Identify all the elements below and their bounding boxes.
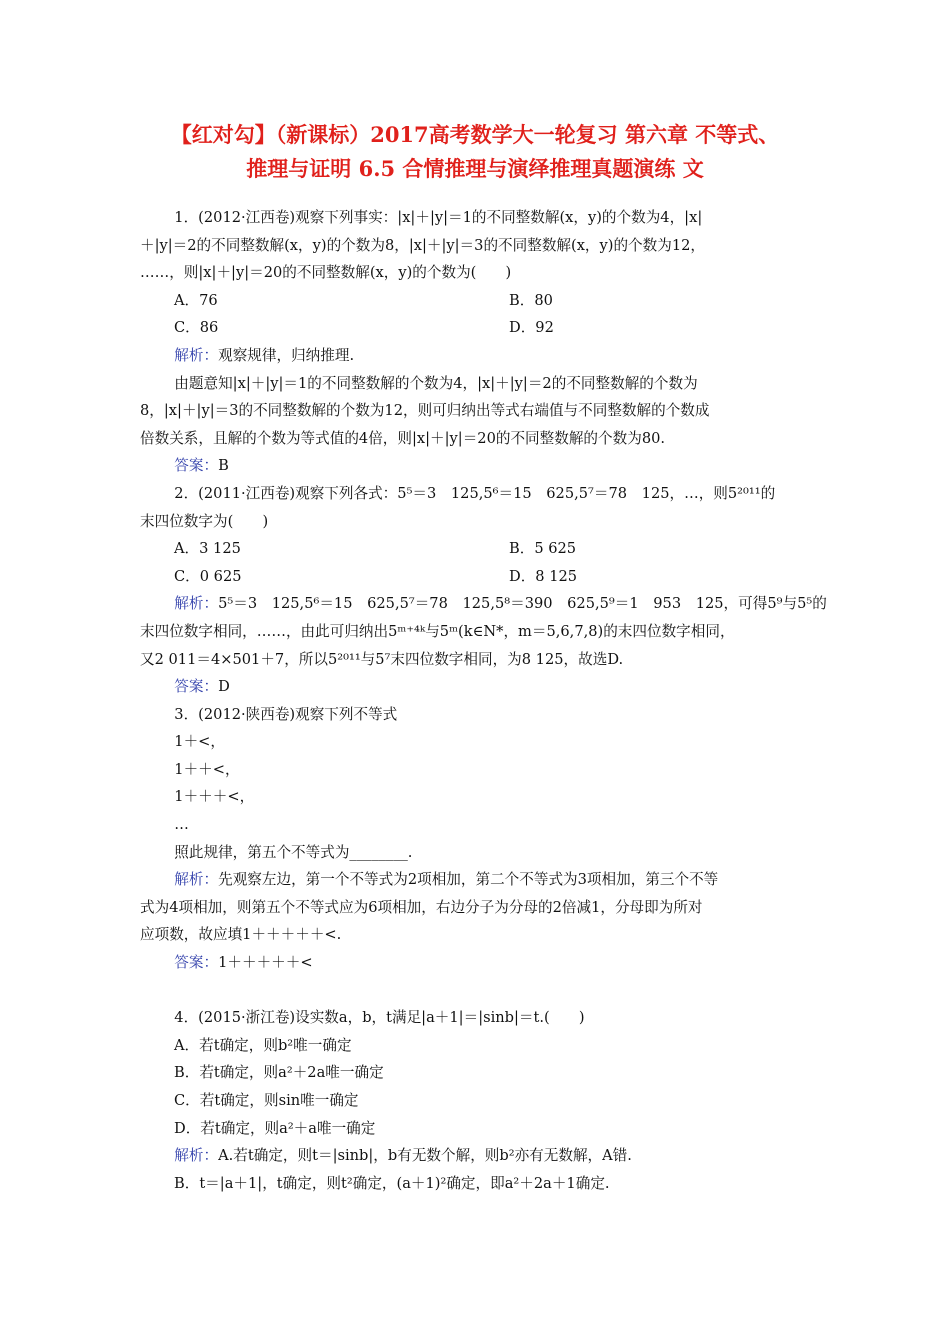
q2-answer xyxy=(140,673,816,701)
q2-option-d: D．8 125 xyxy=(509,567,578,585)
q3-stem-line-1: 3．(2012·陕西卷)观察下列不等式 xyxy=(174,705,398,723)
q2-option-c: C．0 625 xyxy=(174,567,242,585)
title-line-1: 【红对勾】（新课标）2017高考数学大一轮复习 第六章 不等式、 xyxy=(170,122,780,147)
q4-option-b: B．若t确定，则a²＋2a唯一确定 xyxy=(174,1064,384,1082)
q2-analysis-line-2: 末四位数字相同，……，由此可归纳出5ᵐ⁺⁴ᵏ与5ᵐ(k∈N*，m＝5,6,7,8)的末四位数字相同， xyxy=(140,622,735,640)
q3-inequality-1: 1＋<， xyxy=(174,733,225,751)
q2-answer-value: D xyxy=(218,678,230,696)
q2-analysis-text-1: 5⁵＝3 125,5⁶＝15 625,5⁷＝78 125,5⁸＝390 625,5⁹＝1 953 125，可得5⁹与5⁵的 xyxy=(218,595,827,613)
q2-option-b: B．5 625 xyxy=(509,540,577,558)
q1-options-row-2 xyxy=(140,314,816,342)
q3-ellipsis: … xyxy=(174,816,189,834)
q3-analysis-label: 解析： xyxy=(174,871,219,889)
q3-analysis-line-3: 应项数，故应填1＋＋＋＋＋<. xyxy=(140,926,342,944)
title-line-2: 推理与证明 6.5 合情推理与演绎推理真题演练 文 xyxy=(246,156,704,181)
q1-stem-line-1: 1．(2012·江西卷)观察下列事实：|x|＋|y|＝1的不同整数解(x，y)的个数为4，|x| xyxy=(174,209,703,226)
q4-option-d: D．若t确定，则a²＋a唯一确定 xyxy=(174,1119,376,1137)
q1-analysis-text: 观察规律，归纳推理. xyxy=(218,346,355,364)
q1-stem-line-2: ＋|y|＝2的不同整数解(x，y)的个数为8，|x|＋|y|＝3的不同整数解(x，y)的个数为12， xyxy=(140,236,705,254)
q4-analysis-text-1: A.若t确定，则t＝|sinb|，b有无数个解，则b²亦有无数解，A错. xyxy=(218,1147,632,1165)
q3-analysis-line-1 xyxy=(140,866,816,894)
q4-option-c: C．若t确定，则sin唯一确定 xyxy=(174,1092,359,1109)
q3-inequality-2: 1＋＋<， xyxy=(174,760,240,778)
q2-stem-line-2: 末四位数字为( ) xyxy=(140,512,269,530)
q4-analysis-label: 解析： xyxy=(174,1147,219,1165)
q3-answer-label: 答案： xyxy=(174,954,219,972)
q2-analysis-line-1 xyxy=(140,590,827,618)
q2-stem-line-1: 2．(2011·江西卷)观察下列各式：5⁵＝3 125,5⁶＝15 625,5⁷＝78 125，…，则5²⁰¹¹的 xyxy=(174,484,776,502)
q1-option-d: D．92 xyxy=(509,319,554,337)
q4-analysis-line-2: B．t＝|a＋1|，t确定，则t²确定，(a＋1)²确定，即a²＋2a＋1确定. xyxy=(174,1174,610,1192)
q4-option-a: A．若t确定，则b²唯一确定 xyxy=(174,1036,352,1054)
q3-analysis-text-1: 先观察左边，第一个不等式为2项相加，第二个不等式为3项相加，第三个不等 xyxy=(218,871,719,889)
q1-solution-line-1: 由题意知|x|＋|y|＝1的不同整数解的个数为4，|x|＋|y|＝2的不同整数解的个数为 xyxy=(174,374,698,392)
q1-options-row-1 xyxy=(140,287,816,315)
q1-option-a: A．76 xyxy=(174,291,218,309)
q1-answer-value: B xyxy=(218,457,229,475)
q3-answer-value: 1＋＋＋＋＋< xyxy=(218,954,313,972)
q2-analysis-label: 解析： xyxy=(174,595,219,613)
q1-option-b: B．80 xyxy=(509,291,553,309)
q3-analysis-line-2: 式为4项相加，则第五个不等式应为6项相加，右边分子为分母的2倍减1，分母即为所对 xyxy=(140,898,703,916)
q2-analysis-line-3: 又2 011＝4×501＋7，所以5²⁰¹¹与5⁷末四位数字相同，为8 125，故选D. xyxy=(140,650,624,668)
q3-inequality-3: 1＋＋＋<， xyxy=(174,788,255,806)
q1-option-c: C．86 xyxy=(174,319,219,337)
q4-analysis-line-1 xyxy=(140,1142,816,1170)
q3-stem-line-2: 照此规律，第五个不等式为________. xyxy=(174,843,413,861)
q1-answer-label: 答案： xyxy=(174,457,219,475)
q1-solution-line-2: 8，|x|＋|y|＝3的不同整数解的个数为12，则可归纳出等式右端值与不同整数解的个数成 xyxy=(140,402,710,420)
q2-option-a: A．3 125 xyxy=(174,540,241,558)
q1-analysis-label: 解析： xyxy=(174,346,219,364)
q2-options-row-2 xyxy=(140,563,816,591)
q1-answer xyxy=(140,452,816,480)
q1-analysis xyxy=(140,342,816,370)
q3-answer xyxy=(140,949,816,977)
q1-solution-line-3: 倍数关系，且解的个数为等式值的4倍，则|x|＋|y|＝20的不同整数解的个数为80. xyxy=(140,429,666,447)
spacer xyxy=(140,977,816,1005)
q2-answer-label: 答案： xyxy=(174,678,219,696)
document-body xyxy=(140,204,827,1197)
document-title xyxy=(100,118,850,186)
q2-options-row-1 xyxy=(140,535,816,563)
q1-stem-line-3: ……，则|x|＋|y|＝20的不同整数解(x，y)的个数为( ) xyxy=(140,264,512,282)
q4-stem: 4．(2015·浙江卷)设实数a，b，t满足|a＋1|＝|sinb|＝t.( ) xyxy=(174,1009,585,1027)
